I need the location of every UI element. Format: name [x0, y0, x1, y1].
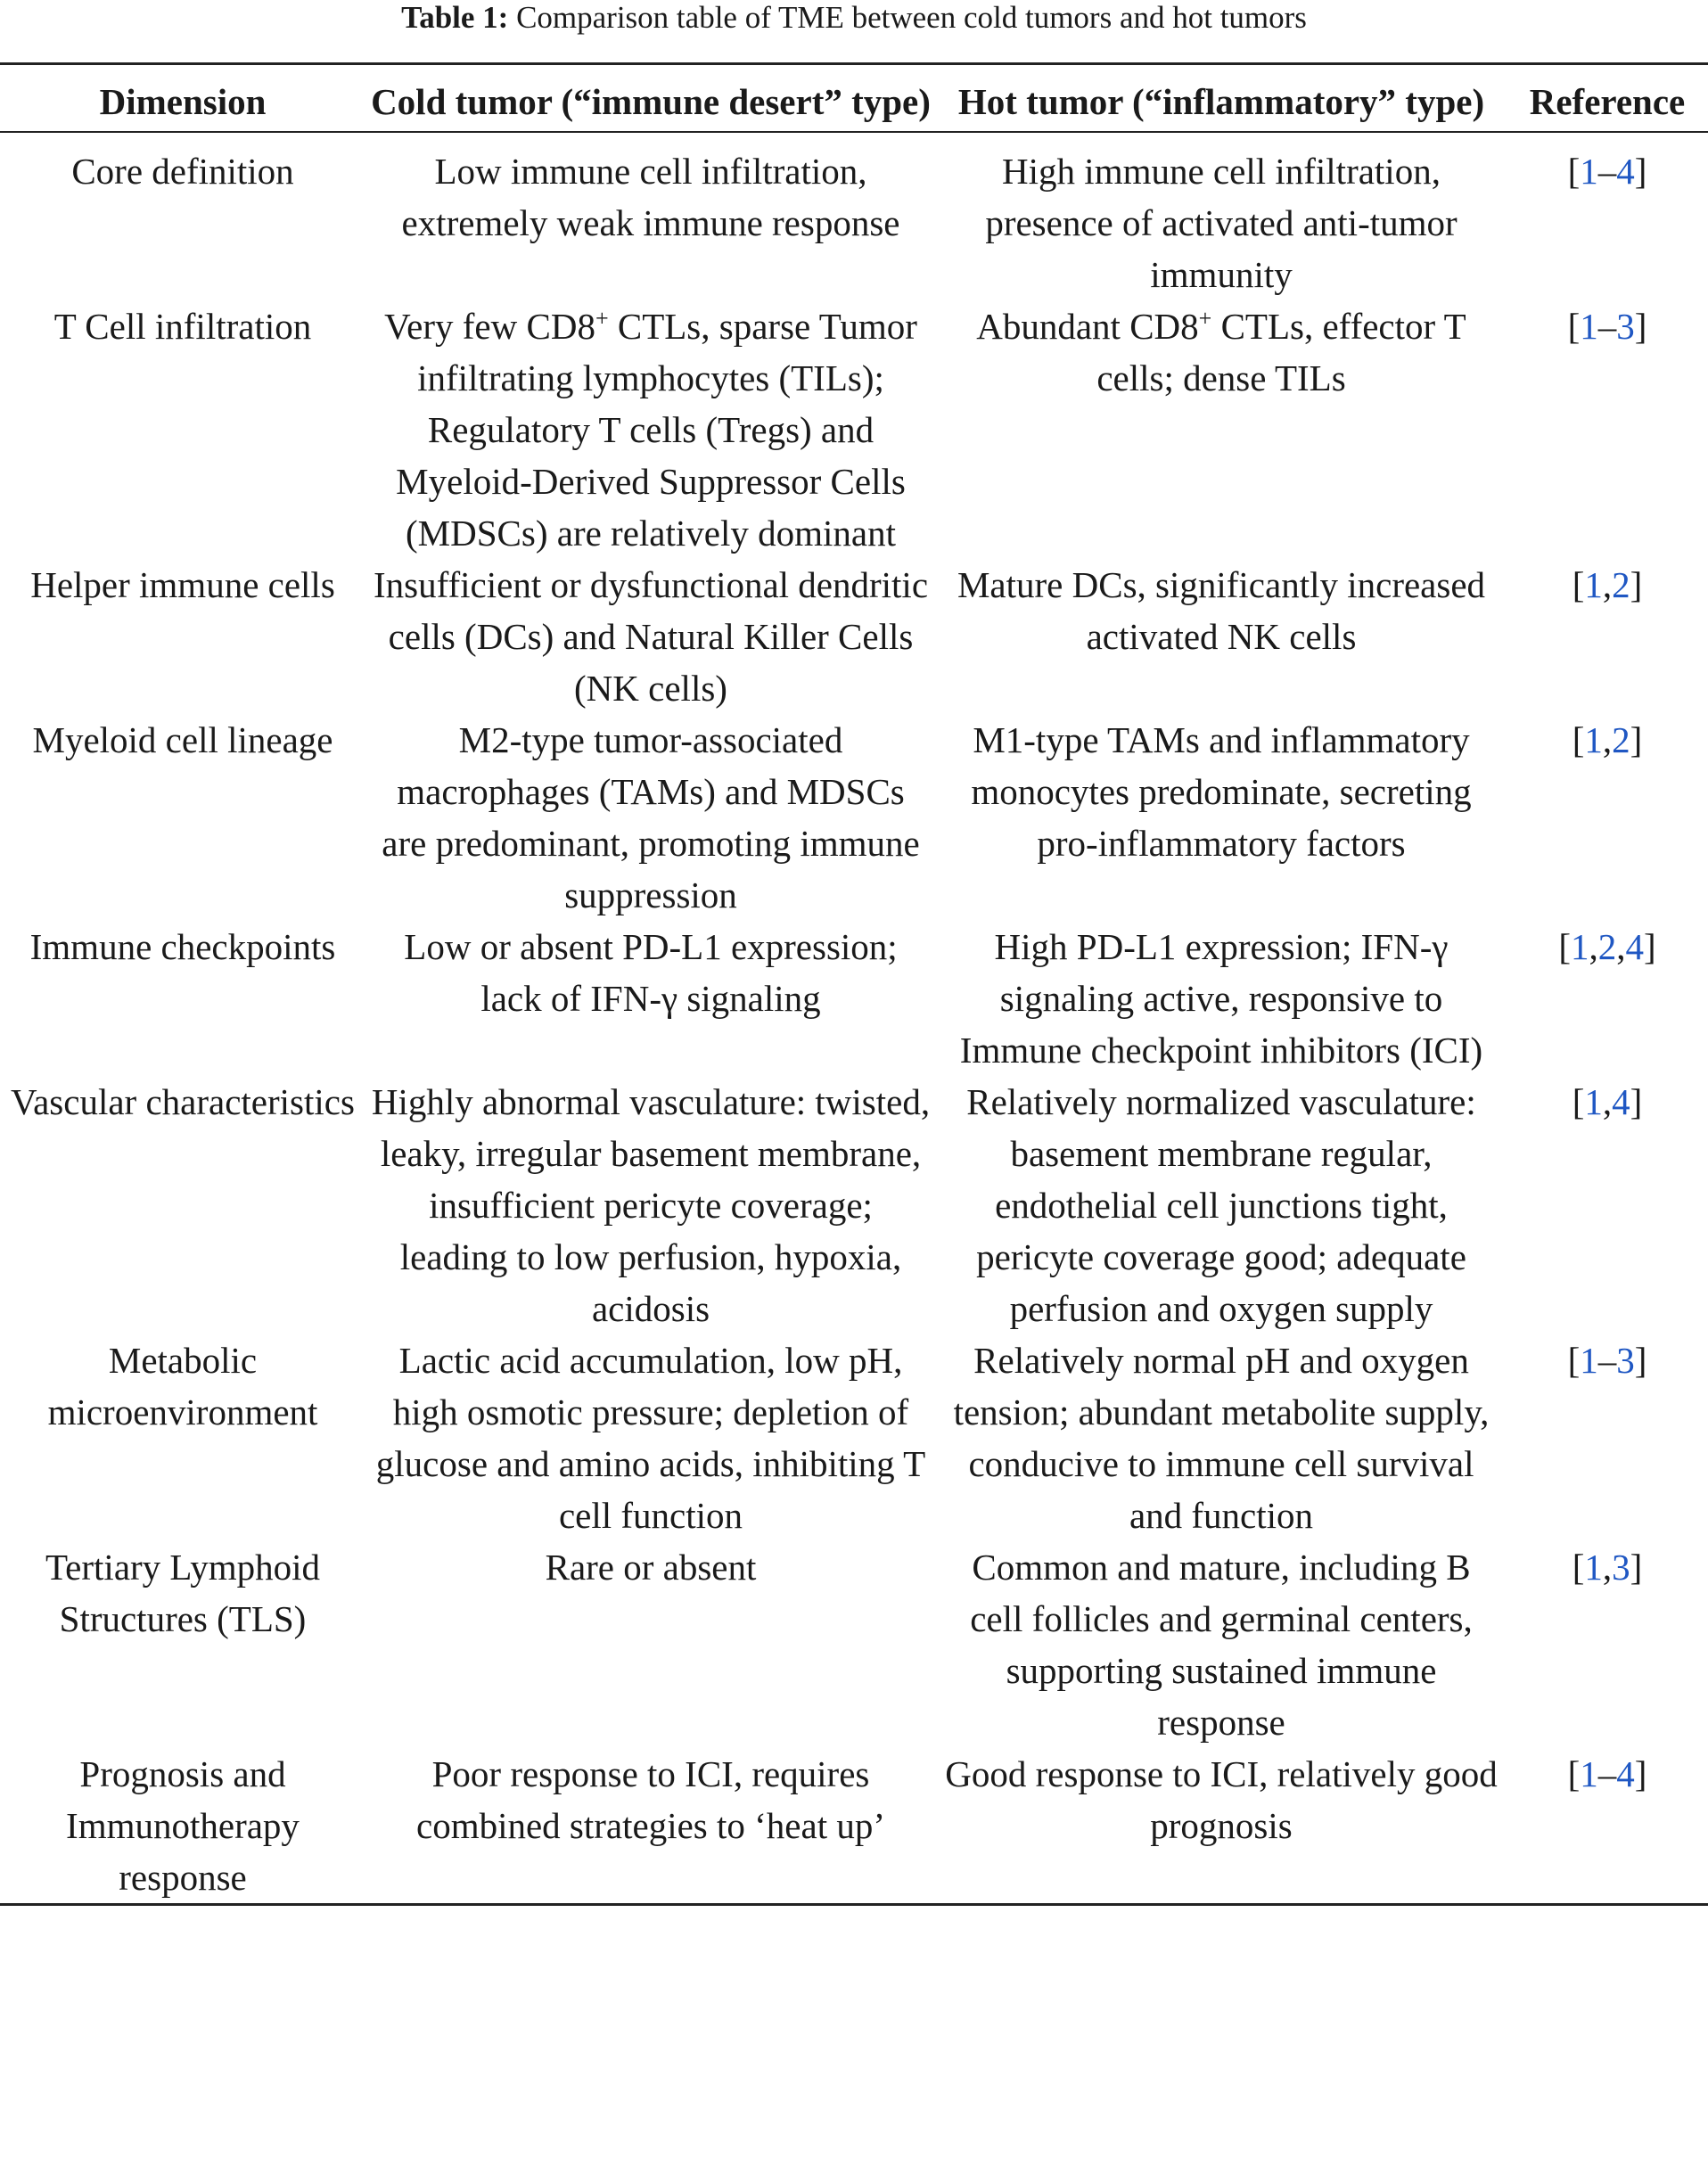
dimension-cell: Metabolic microenvironment [47, 1340, 318, 1432]
reference-link[interactable]: 4 [1616, 151, 1635, 192]
reference-link[interactable]: 4 [1612, 1081, 1630, 1122]
reference-link[interactable]: 1 [1584, 1081, 1603, 1122]
reference-link[interactable]: 4 [1625, 926, 1644, 967]
reference-cell: [1–4] [1567, 151, 1647, 192]
reference-link[interactable]: 1 [1580, 1340, 1598, 1381]
header-row [0, 64, 1708, 133]
hot-cell: Mature DCs, significantly increased activated NK cells [957, 564, 1486, 657]
table-row [0, 132, 1708, 300]
hot-cell: Common and mature, including B cell follicles and germinal centers, supporting sustained immune response [970, 1547, 1473, 1743]
dimension-cell: Helper immune cells [30, 564, 335, 605]
dimension-cell: Myeloid cell lineage [32, 719, 333, 760]
dimension-cell: Tertiary Lymphoid Structures (TLS) [45, 1547, 320, 1639]
table-caption [0, 0, 1708, 36]
reference-cell: [1,2] [1572, 719, 1643, 760]
reference-link[interactable]: 3 [1616, 1340, 1635, 1381]
reference-link[interactable]: 1 [1584, 1547, 1603, 1588]
reference-link[interactable]: 1 [1584, 564, 1603, 605]
caption-text: Comparison table of TME between cold tumors and hot tumors [516, 0, 1307, 35]
header-hot-tumor: Hot tumor (“inflammatory” type) [957, 81, 1485, 122]
hot-cell: Good response to ICI, relatively good prognosis [945, 1753, 1498, 1846]
reference-cell: [1,2] [1572, 564, 1643, 605]
table-row [0, 1748, 1708, 1905]
reference-cell: [1,3] [1572, 1547, 1643, 1588]
table-row [0, 921, 1708, 1076]
cold-cell: Low immune cell infiltration, extremely weak immune response [401, 151, 900, 243]
reference-cell: [1,4] [1572, 1081, 1643, 1122]
reference-cell: [1–4] [1567, 1753, 1647, 1794]
hot-cell: High PD-L1 expression; IFN-γ signaling active, responsive to Immune checkpoint inhibitors (ICI) [959, 926, 1483, 1071]
reference-link[interactable]: 1 [1580, 306, 1598, 347]
cold-cell: M2-type tumor-associated macrophages (TAMs) and MDSCs are predominant, promoting immune suppression [382, 719, 920, 915]
header-dimension: Dimension [99, 81, 267, 122]
reference-cell: [1–3] [1567, 1340, 1647, 1381]
cold-cell: Highly abnormal vasculature: twisted, leaky, irregular basement membrane, insufficient pericyte coverage; leading to low perfusion, hypoxia, acidosis [371, 1081, 931, 1329]
hot-cell: M1-type TAMs and inflammatory monocytes predominate, secreting pro-inflammatory factors [971, 719, 1472, 864]
table-row [0, 1334, 1708, 1541]
table-row [0, 1076, 1708, 1334]
dimension-cell: Vascular characteristics [11, 1081, 355, 1122]
hot-cell: High immune cell infiltration, presence of activated anti-tumor immunity [985, 151, 1458, 295]
hot-cell: Relatively normalized vasculature: basement membrane regular, endothelial cell junctions tight, pericyte coverage good; adequate perfusion and oxygen supply [966, 1081, 1476, 1329]
cold-cell: Lactic acid accumulation, low pH, high osmotic pressure; depletion of glucose and amino acids, inhibiting T cell function [375, 1340, 926, 1536]
table-row [0, 559, 1708, 714]
reference-link[interactable]: 2 [1612, 564, 1630, 605]
cold-cell: Insufficient or dysfunctional dendritic cells (DCs) and Natural Killer Cells (NK cells) [373, 564, 929, 709]
comparison-table [0, 62, 1708, 1906]
cold-cell: Poor response to ICI, requires combined strategies to ‘heat up’ [416, 1753, 885, 1846]
cold-cell: Low or absent PD-L1 expression; lack of IFN-γ signaling [404, 926, 898, 1019]
cold-cell: Very few CD8+ CTLs, sparse Tumor infiltrating lymphocytes (TILs); Regulatory T cells (Tregs) and Myeloid-Derived Suppressor Cells (MDSCs) are relatively dominant [384, 305, 917, 554]
reference-link[interactable]: 3 [1616, 306, 1635, 347]
hot-cell: Abundant CD8+ CTLs, effector T cells; dense TILs [976, 305, 1466, 398]
reference-link[interactable]: 3 [1612, 1547, 1630, 1588]
hot-cell: Relatively normal pH and oxygen tension; abundant metabolite supply, conducive to immune cell survival and function [953, 1340, 1490, 1536]
reference-link[interactable]: 1 [1584, 719, 1603, 760]
dimension-cell: T Cell infiltration [53, 306, 312, 347]
reference-link[interactable]: 2 [1597, 926, 1617, 967]
reference-cell: [1–3] [1567, 306, 1647, 347]
reference-link[interactable]: 2 [1612, 719, 1630, 760]
table-row [0, 300, 1708, 559]
reference-link[interactable]: 1 [1580, 151, 1598, 192]
dimension-cell: Prognosis and Immunotherapy response [66, 1753, 300, 1898]
reference-link[interactable]: 1 [1580, 1753, 1598, 1794]
dimension-cell: Immune checkpoints [29, 926, 336, 967]
reference-link[interactable]: 4 [1616, 1753, 1635, 1794]
header-reference: Reference [1529, 81, 1686, 122]
header-cold-tumor: Cold tumor (“immune desert” type) [371, 81, 931, 122]
table-row [0, 1541, 1708, 1748]
reference-cell: [1,2,4] [1558, 926, 1656, 967]
reference-link[interactable]: 1 [1571, 926, 1589, 967]
table-row [0, 714, 1708, 921]
cold-cell: Rare or absent [545, 1547, 757, 1588]
caption-label: Table 1: [401, 0, 509, 35]
dimension-cell: Core definition [71, 151, 294, 192]
